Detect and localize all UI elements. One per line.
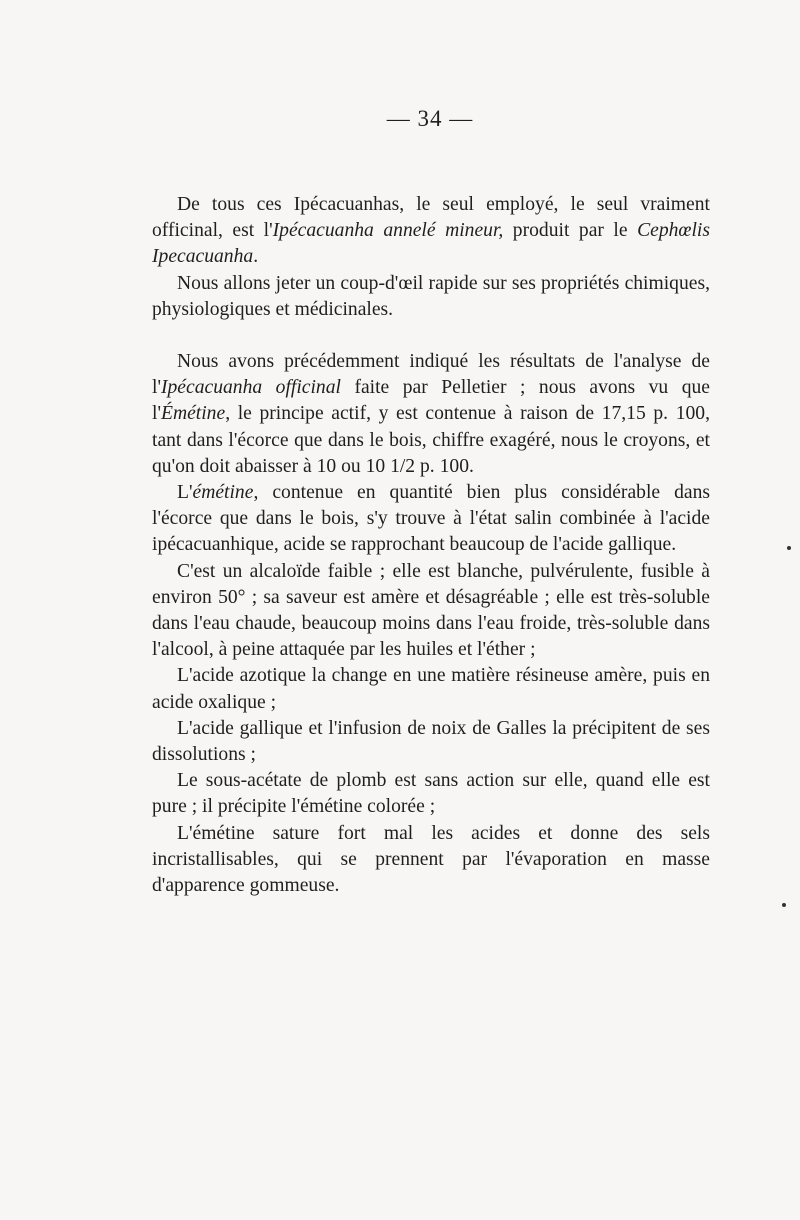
body-text	[152, 192, 710, 899]
paragraph-analyse	[152, 349, 710, 480]
italic-term: émétine	[192, 482, 254, 504]
text-run: L'émétine sature fort mal les acides et donne des sels incristallisables, qui se prennent par l'évaporation en masse d'apparence gommeuse.	[152, 822, 710, 897]
text-run: De tous ces Ipécacuanhas, le seul employé, le seul vraiment officinal, est l'	[152, 194, 710, 242]
text-run: produit par le	[503, 220, 638, 242]
paragraph-sels	[152, 821, 710, 900]
text-run: L'acide gallique et l'infusion de noix de Galles la précipitent de ses dissolutions ;	[152, 717, 710, 766]
text-run: .	[253, 246, 259, 268]
text-run: Nous allons jeter un coup-d'œil rapide sur ses propriétés chimiques, physiologiques et médicinales.	[152, 272, 710, 320]
italic-term: Émétine	[160, 403, 226, 425]
paragraph-plomb	[152, 768, 710, 820]
text-run: , contenue en quantité bien plus considérable dans l'écorce que dans le bois, s'y trouve à l'état salin combinée à l'acide ipécacuanhique, acide se rapprochant beaucoup de l'acide gallique.	[152, 482, 710, 556]
text-run: L'	[177, 482, 193, 504]
text-run: Nous avons précédemment indiqué les résultats de l'analyse de l'	[152, 351, 710, 399]
italic-term: Ipécacuanha annelé mineur,	[272, 220, 504, 242]
paragraph-proprietes	[152, 271, 710, 323]
paragraph-emetine	[152, 480, 710, 559]
text-run: C'est un alcaloïde faible ; elle est blanche, pulvérulente, fusible à environ 50° ; sa saveur est amère et désagréable ; elle est très-soluble dans l'eau chaude, beaucoup moins dans l'eau froide, très-soluble dans l'alcool, à peine attaquée par les huiles et l'éther ;	[152, 560, 710, 661]
margin-speck	[782, 903, 786, 907]
page-number: — 34 —	[386, 106, 474, 131]
text-run: faite par Pelletier ; nous avons vu que l'	[152, 377, 710, 425]
text-run: , le principe actif, y est contenue à raison de 17,15 p. 100, tant dans l'écorce que dans le bois, chiffre exagéré, nous le croyons, et qu'on doit abaisser à 10 ou 10 1/2 p. 100.	[152, 403, 710, 477]
margin-speck	[787, 546, 791, 550]
italic-term: Ipécacuanha officinal	[160, 377, 341, 399]
paragraph-gallique	[152, 716, 710, 768]
text-run: Le sous-acétate de plomb est sans action sur elle, quand elle est pure ; il précipite l'émétine colorée ;	[152, 770, 710, 818]
paragraph-alcaloide	[152, 559, 710, 664]
paragraph-azotique	[152, 663, 710, 715]
text-run: L'acide azotique la change en une matière résineuse amère, puis en acide oxalique ;	[152, 665, 710, 713]
italic-term: Cephœlis Ipecacuanha	[152, 220, 711, 268]
paragraph-ipecacuanhas	[152, 192, 710, 271]
